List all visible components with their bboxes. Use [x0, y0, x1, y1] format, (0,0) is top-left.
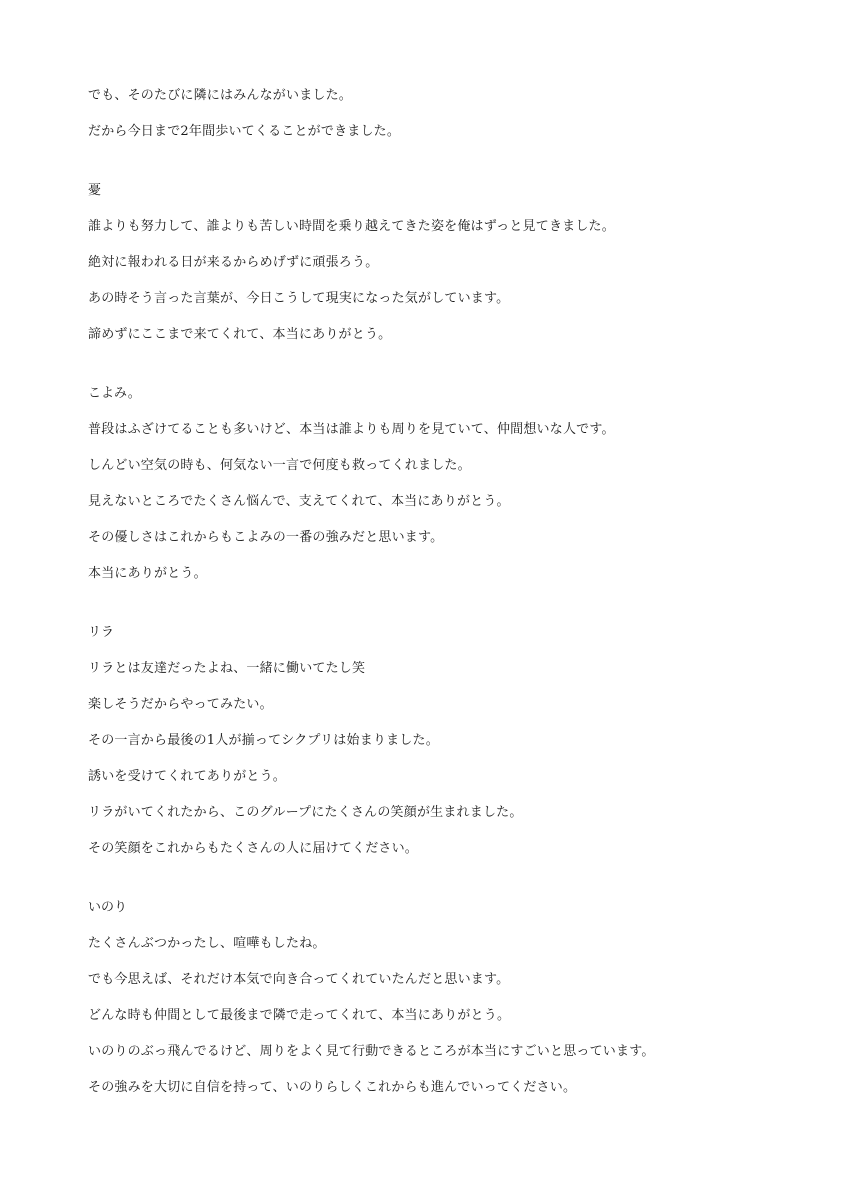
section-intro — [88, 88, 790, 140]
text-line: 本当にありがとう。 — [88, 566, 207, 581]
text-line: 楽しそうだからやってみたい。 — [88, 697, 273, 712]
text-line: たくさんぶつかったし、喧嘩もしたね。 — [88, 936, 326, 951]
text-line: 諦めずにここまで来てくれて、本当にありがとう。 — [88, 327, 392, 342]
section-heading: 憂 — [88, 183, 102, 198]
section-yuu — [88, 183, 790, 343]
text-line: その優しさはこれからもこよみの一番の強みだと思います。 — [88, 530, 444, 545]
text-line: その一言から最後の1人が揃ってシクプリは始まりました。 — [88, 733, 439, 748]
text-line: その強みを大切に自信を持って、いのりらしくこれからも進んでいってください。 — [88, 1080, 577, 1095]
section-rira — [88, 625, 790, 857]
text-line: その笑顔をこれからもたくさんの人に届けてください。 — [88, 841, 419, 856]
text-line: リラがいてくれたから、このグループにたくさんの笑顔が生まれました。 — [88, 805, 523, 820]
text-line: 誘いを受けてくれてありがとう。 — [88, 769, 287, 784]
text-line: でも今思えば、それだけ本気で向き合ってくれていたんだと思います。 — [88, 972, 510, 987]
text-line: どんな時も仲間として最後まで隣で走ってくれて、本当にありがとう。 — [88, 1008, 511, 1023]
text-line: しんどい空気の時も、何気ない一言で何度も救ってくれました。 — [88, 458, 471, 473]
text-line: でも、そのたびに隣にはみんながいました。 — [88, 88, 353, 103]
text-line: いのりのぶっ飛んでるけど、周りをよく見て行動できるところが本当にすごいと思っています。 — [88, 1044, 655, 1059]
text-line: だから今日まで2年間歩いてくることができました。 — [88, 124, 401, 139]
text-line: あの時そう言った言葉が、今日こうして現実になった気がしています。 — [88, 291, 510, 306]
text-line: 見えないところでたくさん悩んで、支えてくれて、本当にありがとう。 — [88, 494, 510, 509]
text-line: 絶対に報われる日が来るからめげずに頑張ろう。 — [88, 255, 379, 270]
section-inori — [88, 900, 790, 1096]
section-heading: こよみ。 — [88, 386, 141, 401]
text-line: 普段はふざけてることも多いけど、本当は誰よりも周りを見ていて、仲間想いな人です。 — [88, 422, 615, 437]
section-heading: リラ — [88, 625, 115, 640]
text-line: リラとは友達だったよね、一緒に働いてたし笑 — [88, 661, 366, 676]
section-koyomi — [88, 386, 790, 582]
section-heading: いのり — [88, 900, 128, 915]
text-line: 誰よりも努力して、誰よりも苦しい時間を乗り越えてきた姿を俺はずっと見てきました。 — [88, 219, 615, 234]
